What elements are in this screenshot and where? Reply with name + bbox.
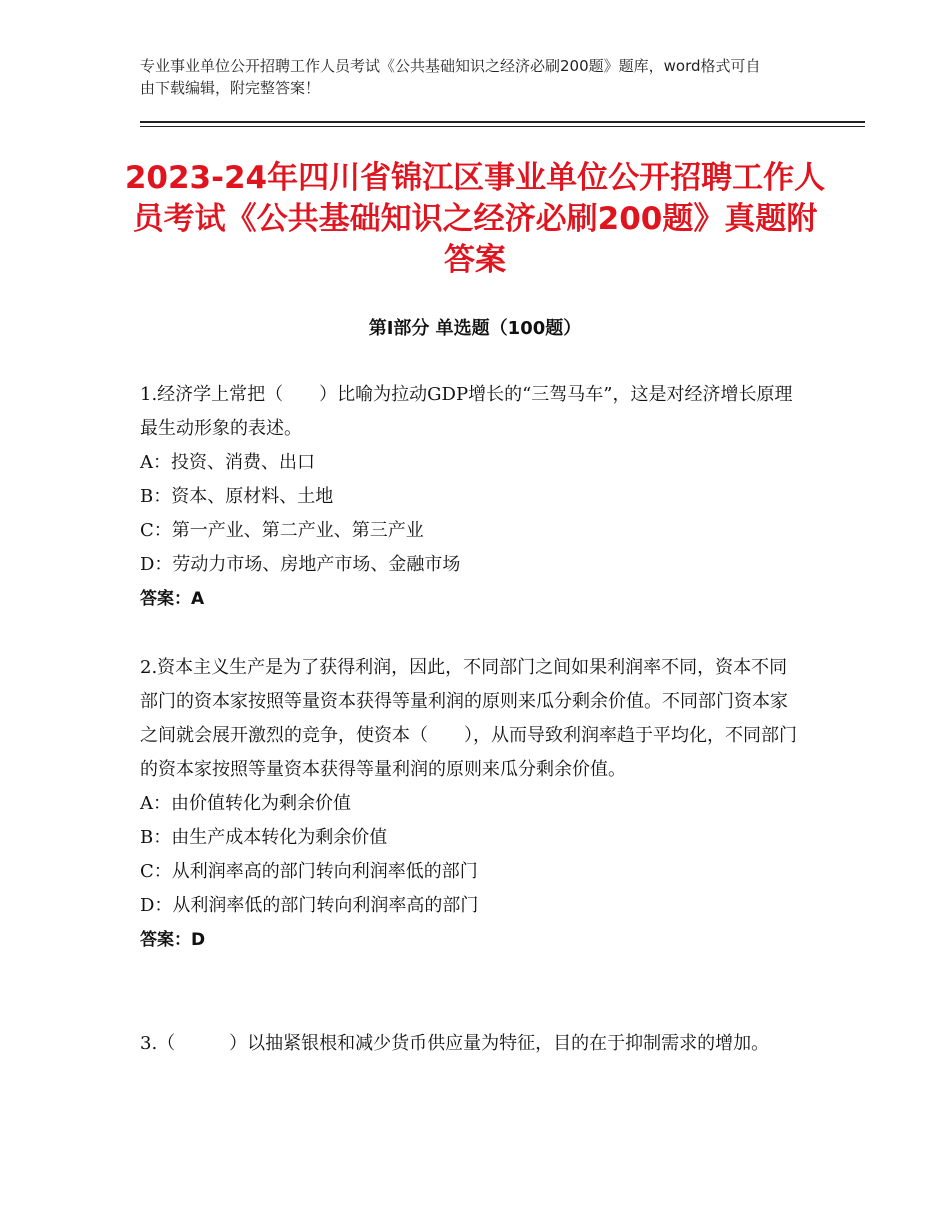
question-stem: 3.（ ）以抽紧银根和减少货币供应量为特征，目的在于抑制需求的增加。 <box>140 1033 770 1054</box>
answer: 答案：A <box>140 589 205 609</box>
question-stem: 1.经济学上常把（ ）比喻为拉动GDP增长的“三驾马车”，这是对经济增长原理最生动形象的表述。 <box>140 384 793 439</box>
question-stem: 2.资本主义生产是为了获得利润，因此，不同部门之间如果利润率不同，资本不同部门的资本家按照等量资本获得等量利润的原则来瓜分剩余价值。不同部门资本家之间就会展开激烈的竞争，使资本（ ），从而导致利润率趋于平均化，不同部门的资本家按照等量资本获得等量利润的原则来瓜分剩余价值。 <box>140 657 797 780</box>
option-b: B：由生产成本转化为剩余价值 <box>140 827 388 848</box>
option-d: D：从利润率低的部门转向利润率高的部门 <box>140 895 479 916</box>
header-note: 专业事业单位公开招聘工作人员考试《公共基础知识之经济必刷200题》题库，word格式可自由下载编辑，附完整答案！ <box>140 57 761 97</box>
option-b: B：资本、原材料、土地 <box>140 486 334 507</box>
answer: 答案：D <box>140 930 206 950</box>
question-3 <box>140 1027 800 1061</box>
header-rule-thin <box>140 126 865 127</box>
option-d: D：劳动力市场、房地产市场、金融市场 <box>140 554 461 575</box>
option-a: A：由价值转化为剩余价值 <box>140 793 351 814</box>
header-rule-thick <box>140 121 865 123</box>
option-c: C：从利润率高的部门转向利润率低的部门 <box>140 861 478 882</box>
section-title: 第Ⅰ部分 单选题（100题） <box>368 318 582 339</box>
option-c: C：第一产业、第二产业、第三产业 <box>140 520 424 541</box>
document-title: 2023-24年四川省锦江区事业单位公开招聘工作人员考试《公共基础知识之经济必刷200题》真题附答案 <box>124 160 826 278</box>
question-1 <box>140 378 800 616</box>
question-2 <box>140 651 800 957</box>
option-a: A：投资、消费、出口 <box>140 452 315 473</box>
